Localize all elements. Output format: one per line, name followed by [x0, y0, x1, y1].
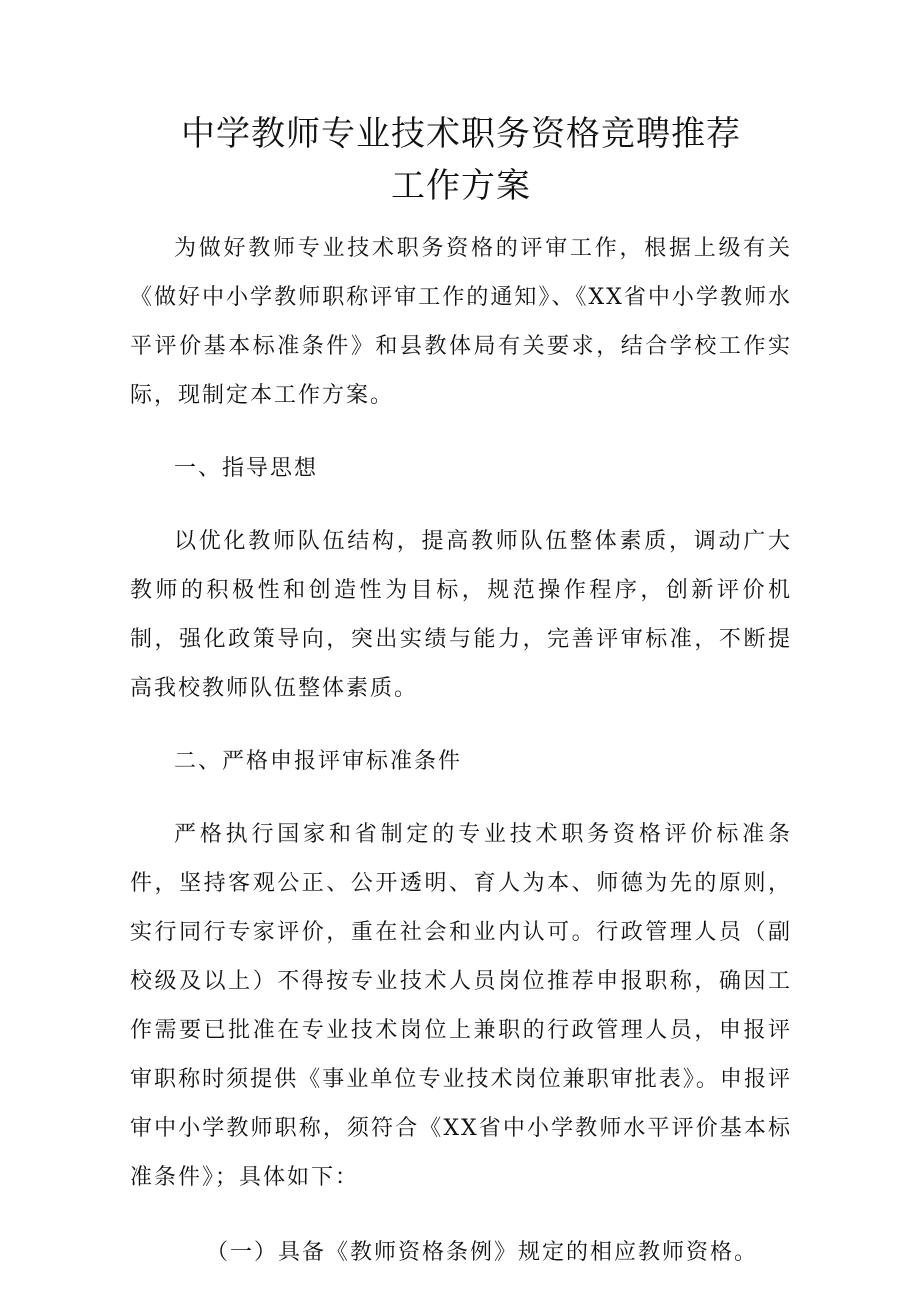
title-line-1: 中学教师专业技术职务资格竞聘推荐 [181, 114, 741, 154]
section-2-body: 严格执行国家和省制定的专业技术职务资格评价标准条件，坚持客观公正、公开透明、育人为本、师德为先的原则，实行同行专家评价，重在社会和业内认可。行政管理人员（副校级及以上）不得按专业技术人员岗位推荐申报职称，确因工作需要已批准在专业技术岗位上兼职的行政管理人员，申报评审职称时须提供《事业单位专业技术岗位兼职审批表》。申报评审中小学教师职称，须符合《XX省中小学教师水平评价基本标准条件》；具体如下： [130, 822, 792, 1190]
list-item-1: （一）具备《教师资格条例》规定的相应教师资格。 [206, 1240, 759, 1265]
section-1-heading: 一、指导思想 [174, 456, 319, 481]
section-1-body: 以优化教师队伍结构，提高教师队伍整体素质，调动广大教师的积极性和创造性为目标，规范操作程序，创新评价机制，强化政策导向，突出实绩与能力，完善评审标准，不断提高我校教师队伍整体素质。 [130, 529, 792, 701]
section-2-heading: 二、严格申报评审标准条件 [174, 749, 463, 774]
intro-paragraph: 为做好教师专业技术职务资格的评审工作，根据上级有关《做好中小学教师职称评审工作的通知》、《XX省中小学教师水平评价基本标准条件》和县教体局有关要求，结合学校工作实际，现制定本工作方案。 [130, 236, 792, 408]
document-title [130, 108, 792, 212]
title-line-2: 工作方案 [391, 166, 531, 206]
document-page [130, 108, 792, 1277]
